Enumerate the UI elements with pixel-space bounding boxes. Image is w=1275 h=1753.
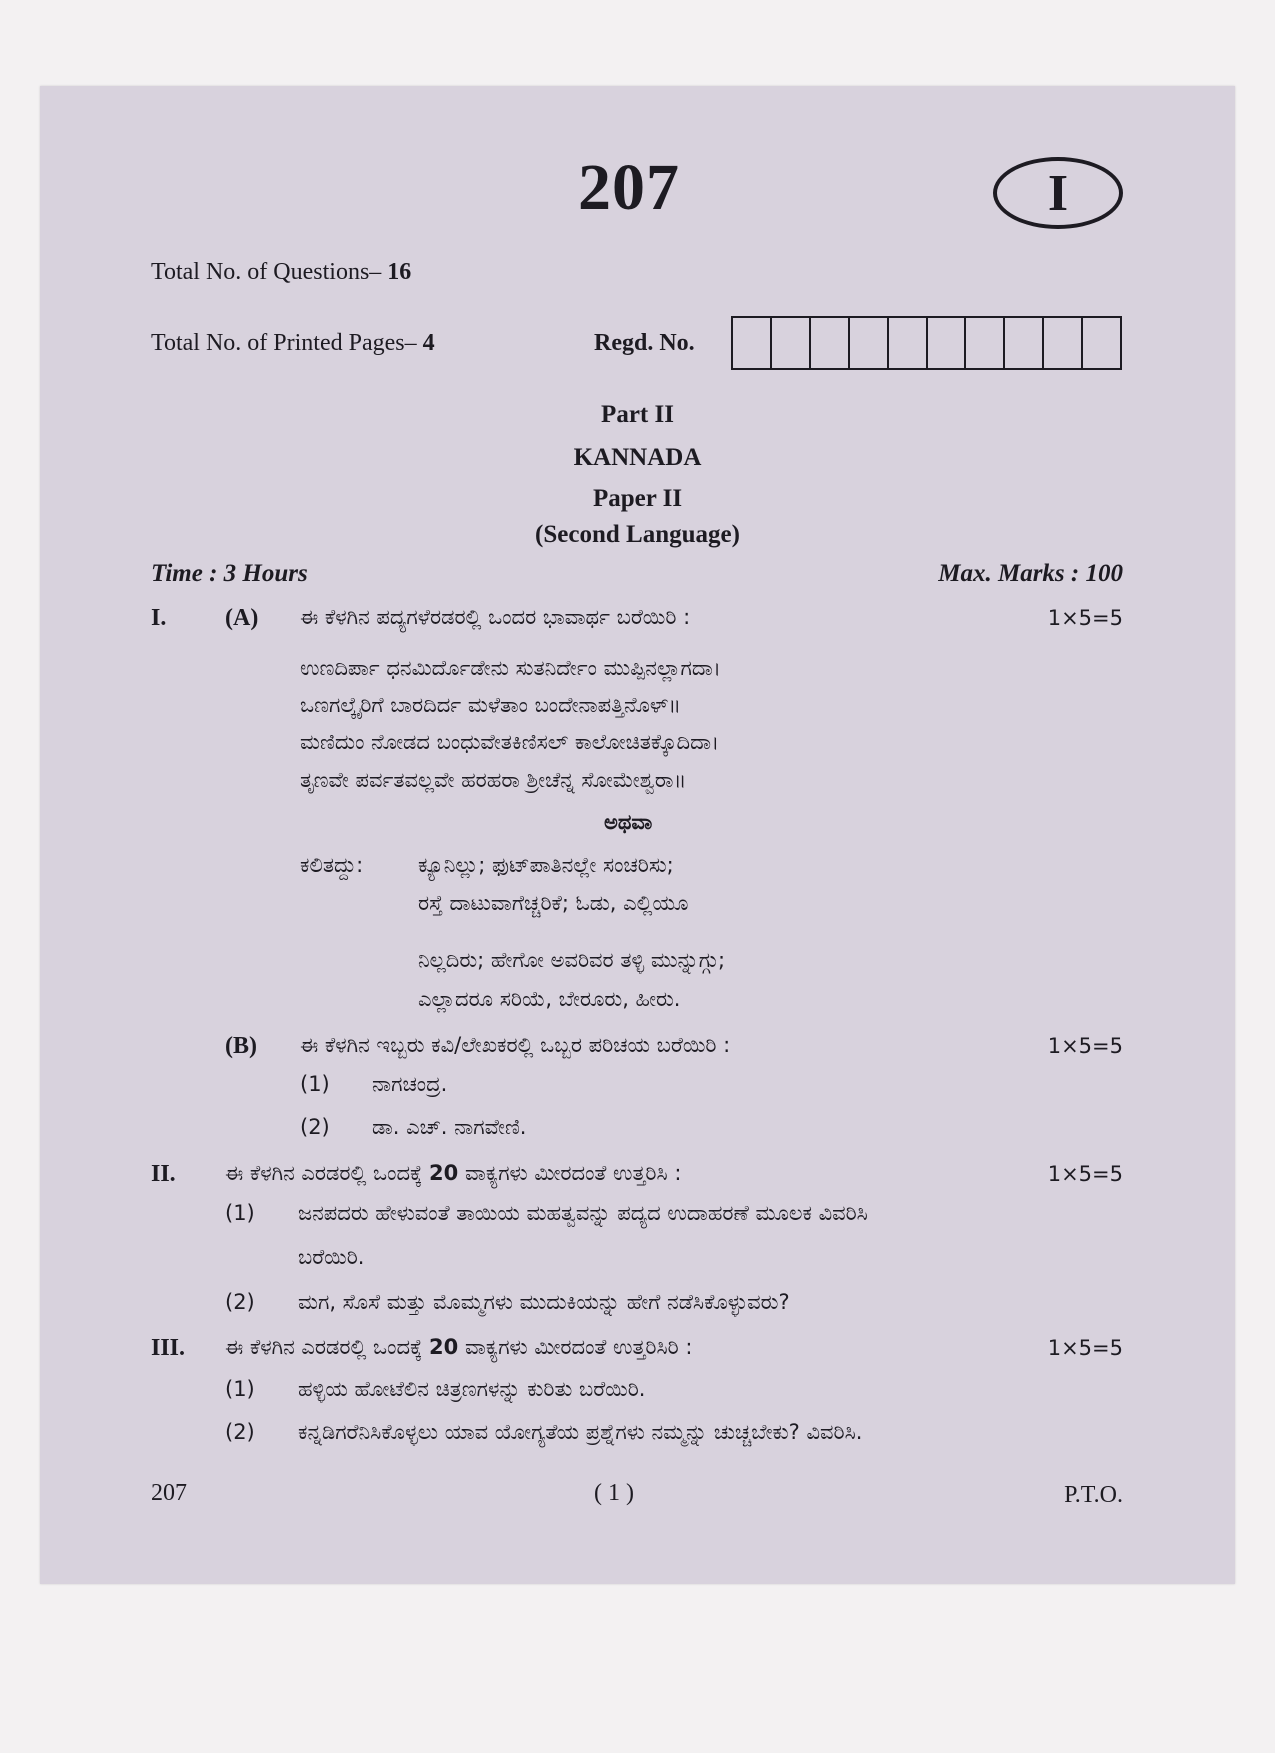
question-2-instruction-post: ವಾಕ್ಯಗಳು ಮೀರದಂತೆ ಉತ್ತರಿಸಿ : (464, 1161, 682, 1185)
question-2-marks: 1×5=5 (1047, 1162, 1123, 1186)
poem1-line: ಒಣಗಲ್ಕೈರಿಗೆ ಬಾರದಿರ್ದ ಮಳೆತಾಂ ಬಂದೇನಾಪತ್ತಿನೊಳ್॥ (300, 693, 681, 717)
or-separator: ಅಥವಾ (604, 810, 653, 834)
regd-digit-box[interactable] (1005, 318, 1044, 368)
question-2-item-number: (2) (225, 1290, 255, 1314)
total-pages (151, 330, 435, 357)
regd-digit-box[interactable] (811, 318, 850, 368)
max-marks: Max. Marks : 100 (938, 560, 1123, 587)
question-3-number: III. (151, 1335, 186, 1361)
regd-digit-box[interactable] (928, 318, 967, 368)
question-3-marks: 1×5=5 (1047, 1336, 1123, 1360)
poem2-line: ನಿಲ್ಲದಿರು; ಹೇಗೋ ಅವರಿವರ ತಳ್ಳಿ ಮುನ್ನುಗ್ಗು; (418, 948, 726, 972)
total-pages-label: Total No. of Printed Pages– (151, 330, 417, 356)
question-2-item-text-cont: ಬರೆಯಿರಿ. (298, 1245, 365, 1269)
regd-digit-box[interactable] (1083, 318, 1120, 368)
regd-digit-box[interactable] (1044, 318, 1083, 368)
part-title: Part II (601, 401, 674, 428)
question-2-number: II. (151, 1161, 176, 1187)
question-2-instruction (225, 1161, 681, 1186)
language-title: (Second Language) (535, 521, 740, 548)
question-3-item-text: ಕನ್ನಡಿಗರೆನಿಸಿಕೊಳ್ಳಲು ಯಾವ ಯೋಗ್ಯತೆಯ ಪ್ರಶ್ನೆಗಳು ನಮ್ಮನ್ನು ಚುಚ್ಚಬೇಕು? ವಿವರಿಸಿ. (298, 1420, 863, 1444)
poem2-line: ಕ್ಯೂನಿಲ್ಲು; ಫುಟ್‌ಪಾತಿನಲ್ಲೇ ಸಂಚರಿಸು; (418, 853, 674, 877)
regd-digit-box[interactable] (733, 318, 772, 368)
regd-digit-box[interactable] (889, 318, 928, 368)
poem2-line: ರಸ್ತೆ ದಾಟುವಾಗೆಚ್ಚರಿಕೆ; ಓಡು, ಎಲ್ಲಿಯೂ (418, 891, 689, 915)
question-1b-item-text: ಡಾ. ಎಚ್. ನಾಗವೇಣಿ. (372, 1115, 527, 1139)
poem2-label: ಕಲಿತದ್ದು: (300, 853, 364, 877)
question-1b-instruction: ಈ ಕೆಳಗಿನ ಇಬ್ಬರು ಕವಿ/ಲೇಖಕರಲ್ಲಿ ಒಬ್ಬರ ಪರಿಚಯ ಬರೆಯಿರಿ : (300, 1033, 731, 1057)
poem1-line: ಉಣದಿರ್ಪಾ ಧನಮಿರ್ದೊಡೇನು ಸುತನಿರ್ದೇಂ ಮುಪ್ಪಿನಲ್ಲಾಗದಾ। (300, 656, 721, 680)
regd-label: Regd. No. (594, 330, 695, 356)
poem2-line: ಎಲ್ಲಾದರೂ ಸರಿಯೆ, ಬೇರೂರು, ಹೀರು. (418, 987, 681, 1011)
total-questions-label: Total No. of Questions– (151, 259, 382, 285)
question-3-instruction-post: ವಾಕ್ಯಗಳು ಮೀರದಂತೆ ಉತ್ತರಿಸಿರಿ : (464, 1335, 693, 1359)
regd-number-boxes[interactable] (731, 316, 1122, 370)
footer-paper-code: 207 (151, 1480, 187, 1506)
question-1a-marks: 1×5=5 (1047, 606, 1123, 630)
subject-title: KANNADA (573, 444, 702, 471)
question-2-sentence-limit: 20 (429, 1161, 459, 1185)
question-1b-item-number: (2) (300, 1115, 330, 1139)
regd-digit-box[interactable] (850, 318, 889, 368)
question-3-item-number: (1) (225, 1377, 255, 1401)
please-turn-over: P.T.O. (1064, 1482, 1123, 1508)
question-3-item-number: (2) (225, 1420, 255, 1444)
question-1a-instruction: ಈ ಕೆಳಗಿನ ಪದ್ಯಗಳೆರಡರಲ್ಲಿ ಒಂದರ ಭಾವಾರ್ಥ ಬರೆಯಿರಿ : (300, 605, 691, 629)
total-questions-value: 16 (387, 259, 412, 285)
regd-digit-box[interactable] (772, 318, 811, 368)
question-2-item-number: (1) (225, 1201, 255, 1225)
question-2-item-text: ಮಗ, ಸೊಸೆ ಮತ್ತು ಮೊಮ್ಮಗಳು ಮುದುಕಿಯನ್ನು ಹೇಗೆ ನಡೆಸಿಕೊಳ್ಳುವರು? (298, 1290, 790, 1314)
time-allowed: Time : 3 Hours (151, 560, 308, 587)
poem1-line: ತೃಣವೇ ಪರ್ವತವಲ್ಲವೇ ಹರಹರಾ ಶ್ರೀಚೆನ್ನ ಸೋಮೇಶ್ವರಾ॥ (300, 768, 687, 792)
question-1b-marks: 1×5=5 (1047, 1034, 1123, 1058)
page-number: ( 1 ) (594, 1480, 634, 1506)
total-pages-value: 4 (422, 330, 435, 356)
total-questions (151, 259, 411, 286)
set-label-oval (993, 157, 1123, 229)
set-label: I (1047, 164, 1069, 222)
question-1-number: I. (151, 605, 167, 631)
regd-digit-box[interactable] (966, 318, 1005, 368)
question-3-item-text: ಹಳ್ಳಿಯ ಹೋಟೆಲಿನ ಚಿತ್ರಣಗಳನ್ನು ಕುರಿತು ಬರೆಯಿರಿ. (298, 1377, 646, 1401)
paper-code: 207 (578, 151, 680, 224)
question-2-instruction-pre: ಈ ಕೆಳಗಿನ ಎರಡರಲ್ಲಿ ಒಂದಕ್ಕೆ (225, 1161, 423, 1185)
question-1a-label: (A) (225, 605, 259, 631)
question-1b-item-text: ನಾಗಚಂದ್ರ. (372, 1072, 448, 1096)
question-1b-label: (B) (225, 1033, 257, 1059)
question-1b-item-number: (1) (300, 1072, 330, 1096)
question-3-sentence-limit: 20 (429, 1335, 459, 1359)
question-2-item-text: ಜನಪದರು ಹೇಳುವಂತೆ ತಾಯಿಯ ಮಹತ್ವವನ್ನು ಪದ್ಯದ ಉದಾಹರಣೆ ಮೂಲಕ ವಿವರಿಸಿ (298, 1201, 868, 1225)
question-3-instruction (225, 1335, 693, 1360)
question-3-instruction-pre: ಈ ಕೆಳಗಿನ ಎರಡರಲ್ಲಿ ಒಂದಕ್ಕೆ (225, 1335, 423, 1359)
poem1-line: ಮಣಿದುಂ ನೋಡದ ಬಂಧುವೇತಕಿಣಿಸಲ್ ಕಾಲೋಚಿತಕ್ಕೊದಿದಾ। (300, 730, 720, 754)
paper-title: Paper II (592, 485, 683, 512)
